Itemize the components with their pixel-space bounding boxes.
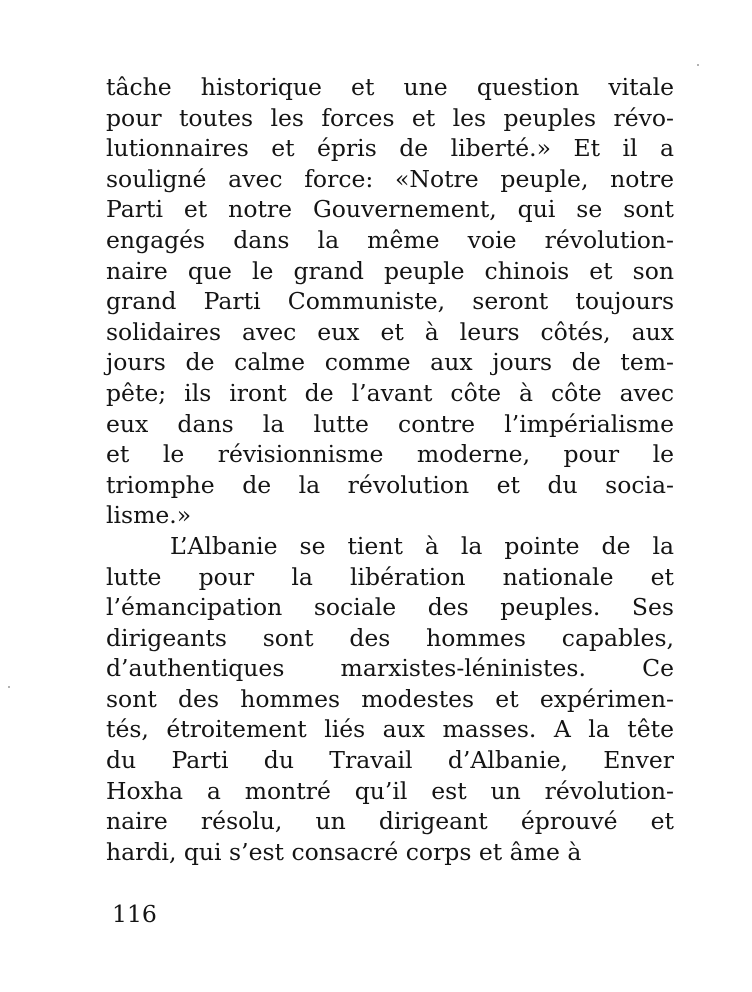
text-line: jours de calme comme aux jours de tem- [106,348,674,377]
text-line: L’Albanie se tient à la pointe de la [170,531,674,560]
text-line: dirigeants sont des hommes capables, [106,623,674,652]
text-line: tés, étroitement liés aux masses. A la tête [106,715,674,744]
scan-speck [697,64,699,66]
text-line: triomphe de la révolution et du socia- [106,470,674,499]
text-line: lutte pour la libération nationale et [106,562,674,591]
text-line: et le révisionnisme moderne, pour le [106,440,674,469]
text-line: pête; ils iront de l’avant côte à côte avec [106,378,674,407]
scan-speck [8,686,10,688]
text-line: Hoxha a montré qu’il est un révolution- [106,776,674,805]
text-line: grand Parti Communiste, seront toujours [106,287,674,316]
text-line: naire que le grand peuple chinois et son [106,256,674,285]
text-line: lutionnaires et épris de liberté.» Et il a [106,134,674,163]
text-line: du Parti du Travail d’Albanie, Enver [106,746,674,775]
text-line: engagés dans la même voie révolution- [106,225,674,254]
paragraph [106,72,674,531]
text-line: sont des hommes modestes et expérimen- [106,684,674,713]
page-number: 116 [112,900,157,928]
paragraph [106,531,674,868]
text-line: l’émancipation sociale des peuples. Ses [106,593,674,622]
body-text [106,72,674,867]
text-line: tâche historique et une question vitale [106,73,674,101]
text-line: naire résolu, un dirigeant éprouvé et [106,807,674,836]
text-line: hardi, qui s’est consacré corps et âme à [106,837,582,866]
text-line: Parti et notre Gouvernement, qui se sont [106,195,674,224]
text-line: eux dans la lutte contre l’impérialisme [106,409,674,438]
text-line: pour toutes les forces et les peuples révo- [106,103,674,132]
text-line: solidaires avec eux et à leurs côtés, aux [106,317,674,346]
text-line: souligné avec force: «Notre peuple, notre [106,164,674,193]
text-line: lisme.» [106,501,192,530]
text-line: d’authentiques marxistes-léninistes. Ce [106,654,674,683]
